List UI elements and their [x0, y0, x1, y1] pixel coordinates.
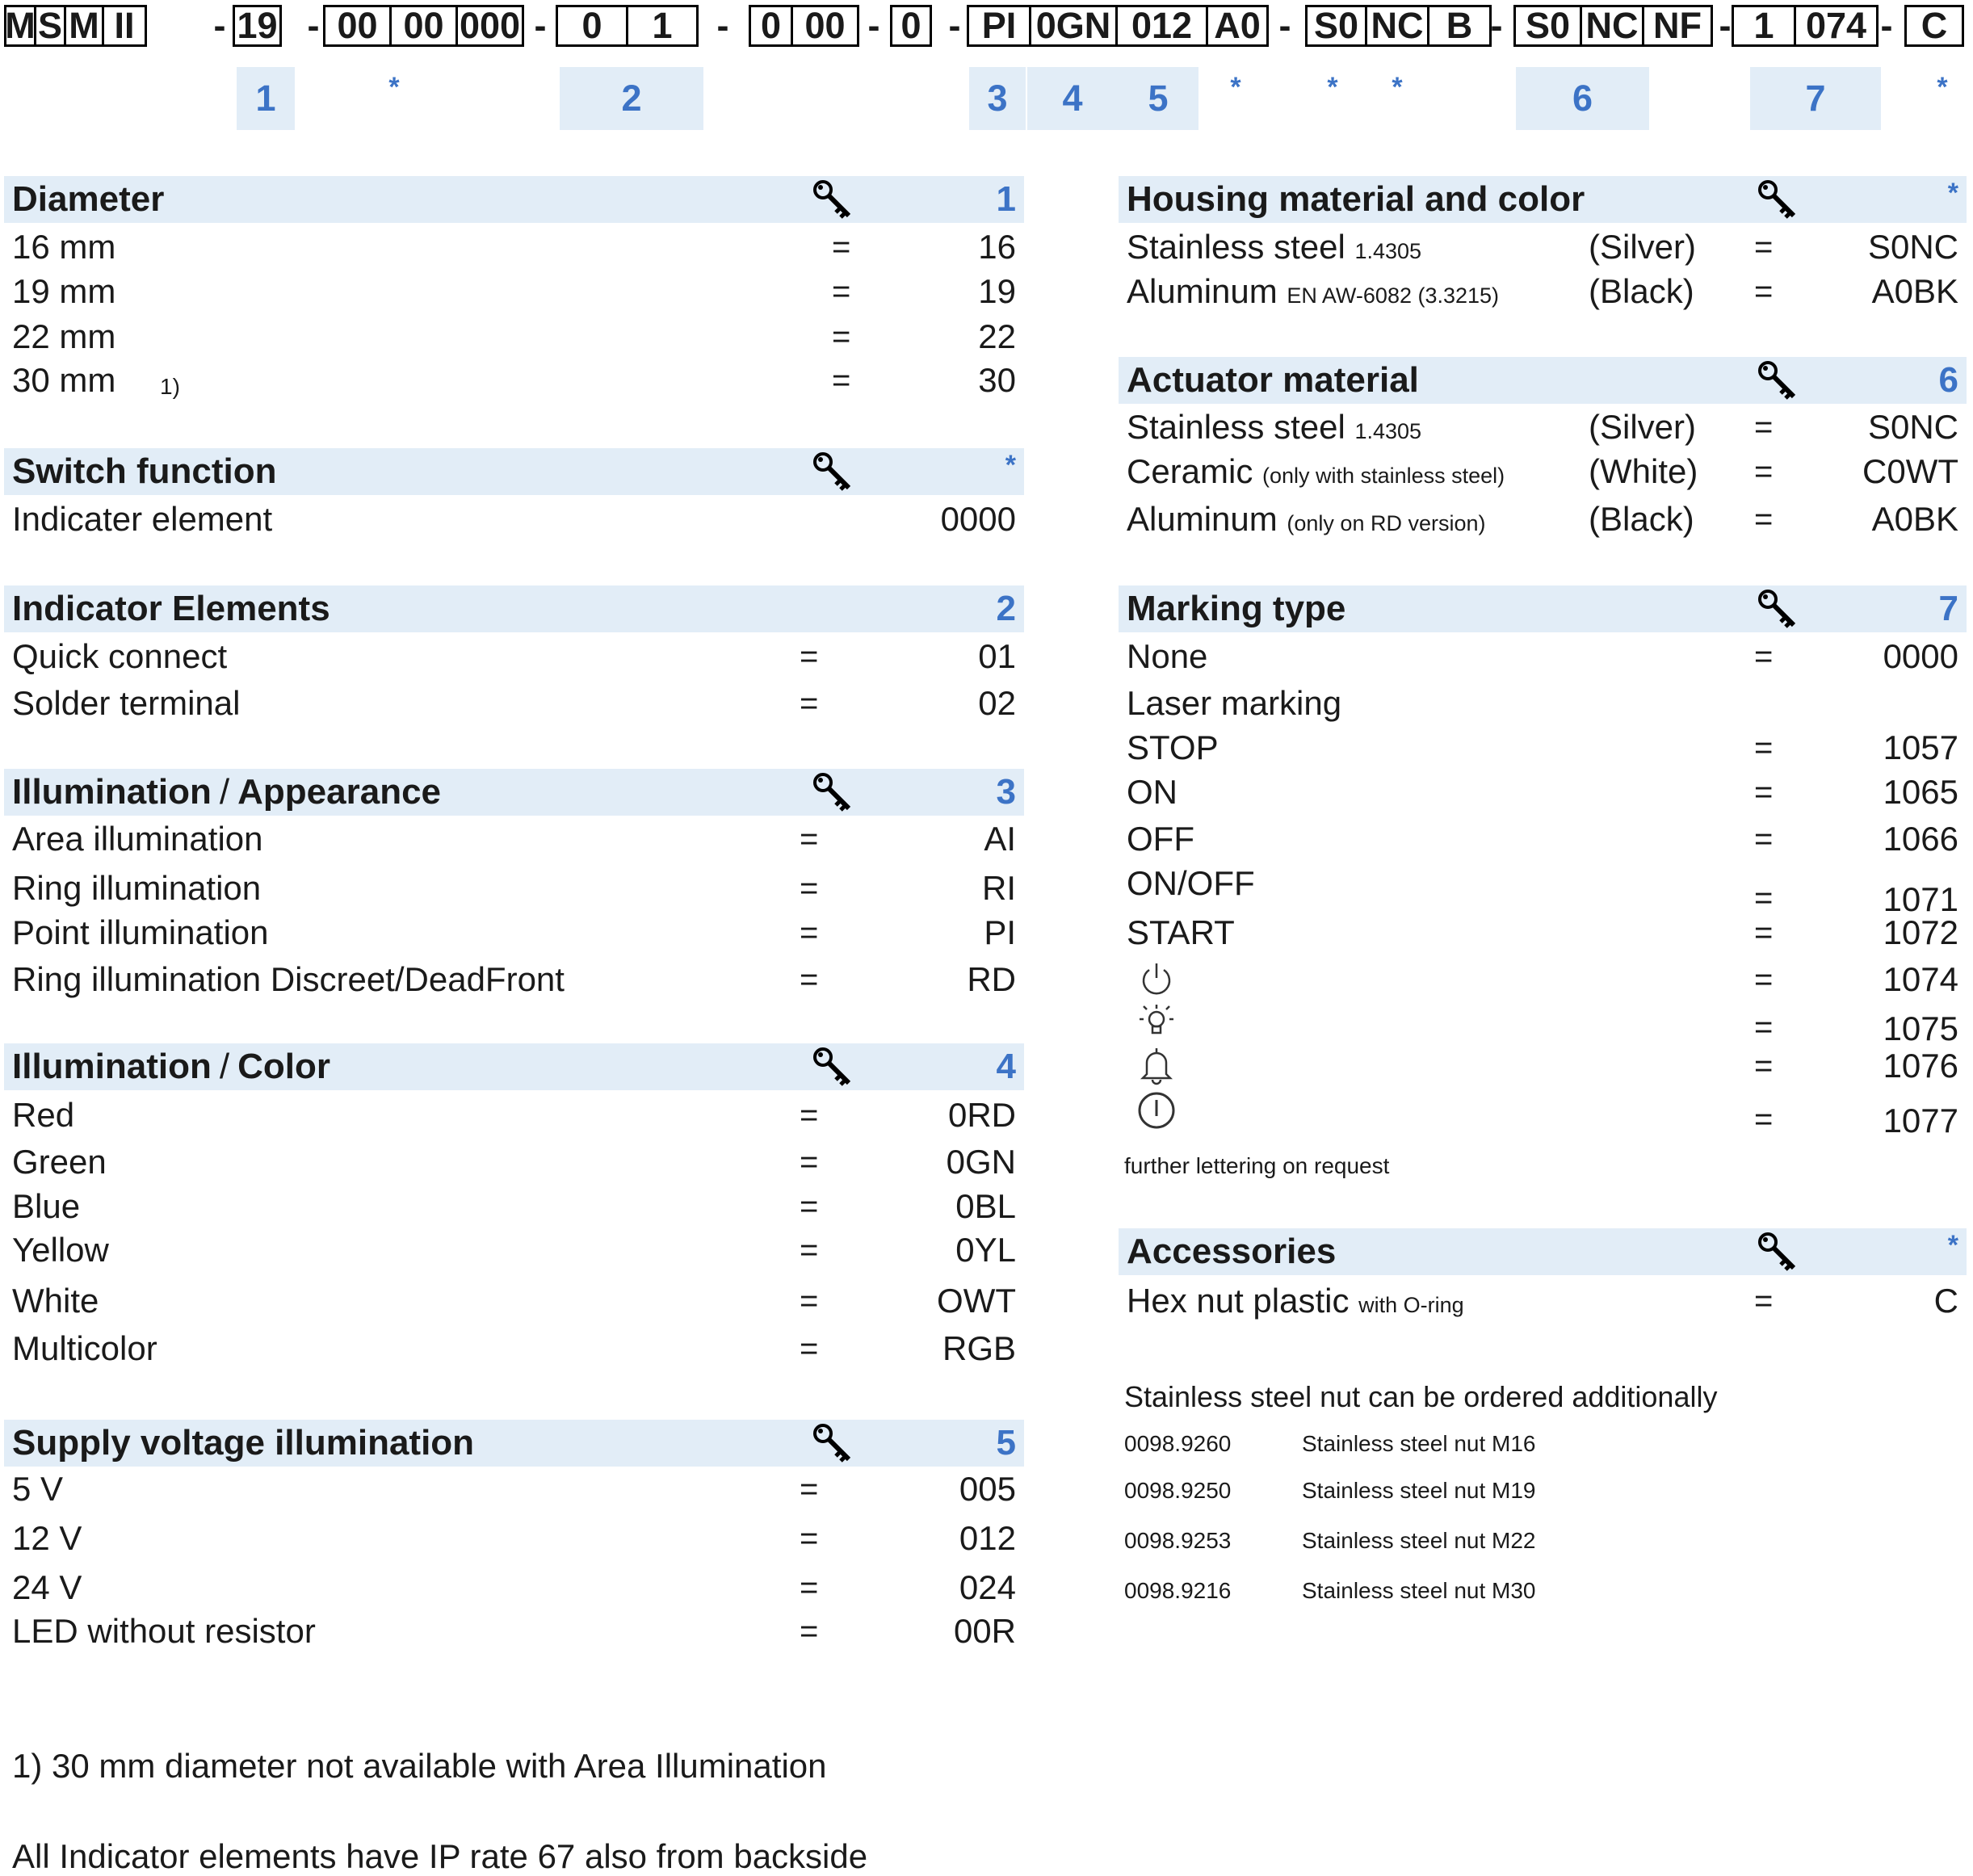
- option-code: S0NC: [1867, 228, 1958, 266]
- option-code: RD: [967, 960, 1016, 998]
- code-segment: 074: [1794, 5, 1879, 47]
- option-label: STOP: [1127, 728, 1219, 766]
- list-item: [1119, 771, 1967, 813]
- position-marker: *: [1392, 71, 1403, 103]
- option-label: Hex nut plastic with O-ring: [1127, 1282, 1464, 1320]
- option-code: 22: [978, 317, 1016, 355]
- equals-sign: =: [832, 362, 851, 398]
- code-separator: -: [534, 5, 547, 46]
- option-code: 16: [978, 228, 1016, 266]
- switch-function-title: Switch function: [12, 451, 277, 491]
- code-separator: -: [213, 5, 226, 46]
- list-item: [4, 1468, 1024, 1510]
- section-number: 3: [996, 772, 1016, 812]
- option-code: 1072: [1883, 913, 1958, 951]
- equals-sign: =: [800, 1613, 819, 1649]
- equals-sign: =: [1754, 1047, 1774, 1084]
- appearance-header: [4, 769, 1024, 816]
- code-segment: NF: [1642, 5, 1713, 47]
- list-item: [1119, 1280, 1967, 1322]
- option-code: 0BL: [955, 1187, 1016, 1225]
- code-separator: -: [1880, 5, 1893, 46]
- list-item: [1119, 406, 1967, 448]
- equals-sign: =: [1754, 914, 1774, 951]
- footnote: All Indicator elements have IP rate 67 also from backside: [12, 1837, 868, 1875]
- equals-sign: =: [800, 1097, 819, 1133]
- nut-description: Stainless steel nut M16: [1302, 1431, 1536, 1456]
- option-code: 1071: [1883, 880, 1958, 918]
- bell-icon: [1136, 1045, 1177, 1085]
- equals-sign: =: [800, 1330, 819, 1366]
- option-code: 005: [959, 1470, 1016, 1508]
- code-segment: NC: [1580, 5, 1644, 47]
- option-label: Ceramic (only with stainless steel): [1127, 452, 1505, 490]
- list-item: [1119, 1001, 1967, 1047]
- color-name: (Silver): [1589, 408, 1696, 446]
- list-item: [4, 682, 1024, 724]
- equals-sign: =: [832, 273, 851, 309]
- option-label: 16 mm: [12, 228, 116, 266]
- option-label: 5 V: [12, 1470, 64, 1508]
- key-icon: [812, 178, 854, 220]
- list-item: [4, 1610, 1024, 1652]
- indicator-elements-header: [4, 585, 1024, 632]
- option-label: White: [12, 1282, 99, 1320]
- color-name: (Black): [1589, 500, 1694, 538]
- list-item: [4, 867, 1024, 909]
- key-icon: [812, 1046, 854, 1088]
- option-code: 1066: [1883, 820, 1958, 858]
- accessories-header: [1119, 1228, 1967, 1275]
- supply-voltage-title: Supply voltage illumination: [12, 1423, 475, 1463]
- list-item: [4, 959, 1024, 1001]
- footnote-ref: 1): [160, 374, 180, 399]
- section-number: *: [1947, 178, 1958, 208]
- list-item: [4, 1567, 1024, 1609]
- option-label: START: [1127, 913, 1235, 951]
- key-icon: [1757, 359, 1799, 401]
- equals-sign: =: [800, 1520, 819, 1556]
- code-segment: S0: [1305, 5, 1367, 47]
- code-segment: 00: [389, 5, 458, 47]
- equals-sign: =: [800, 638, 819, 674]
- position-marker: 5: [1118, 67, 1198, 130]
- option-label: Green: [12, 1143, 107, 1181]
- option-label: None: [1127, 637, 1208, 675]
- code-segment: 00: [791, 5, 859, 47]
- option-label: LED without resistor: [12, 1612, 316, 1650]
- option-label: Laser marking: [1127, 684, 1342, 722]
- section-number: 6: [1938, 360, 1958, 400]
- option-code: C: [1933, 1282, 1958, 1320]
- section-number: 2: [996, 589, 1016, 628]
- list-item: [1119, 727, 1967, 769]
- accessories-title: Accessories: [1127, 1232, 1337, 1271]
- list-item: [1119, 636, 1967, 678]
- position-marker: 2: [560, 67, 703, 130]
- list-item: [4, 1094, 1024, 1136]
- header-title-part: Illumination: [12, 772, 212, 812]
- color-name: (White): [1589, 452, 1698, 490]
- option-label: ON: [1127, 773, 1178, 811]
- option-label: 22 mm: [12, 317, 116, 355]
- code-segment: M: [5, 5, 36, 46]
- option-code: 1076: [1883, 1047, 1958, 1085]
- key-icon: [1757, 588, 1799, 630]
- option-code: C0WT: [1862, 452, 1958, 490]
- option-code: 1074: [1883, 960, 1958, 998]
- option-label: Blue: [12, 1187, 81, 1225]
- equals-sign: =: [1754, 774, 1774, 810]
- actuator-header: [1119, 357, 1967, 404]
- diameter-header: [4, 176, 1024, 223]
- position-marker: *: [388, 71, 400, 103]
- equals-sign: =: [832, 318, 851, 355]
- header-separator: /: [219, 1047, 230, 1086]
- list-item: [1119, 818, 1967, 860]
- code-segment: 1: [626, 5, 699, 47]
- option-label: Aluminum EN AW-6082 (3.3215): [1127, 272, 1500, 310]
- option-code: 19: [978, 272, 1016, 310]
- list-item: [4, 498, 1024, 540]
- option-code: 1065: [1883, 773, 1958, 811]
- equals-sign: =: [1754, 820, 1774, 857]
- code-segment: M: [64, 5, 104, 47]
- option-code: A0BK: [1871, 500, 1958, 538]
- header-title-part: Appearance: [237, 772, 442, 812]
- code-segment: A0: [1206, 5, 1269, 47]
- option-label: Red: [12, 1096, 75, 1134]
- header-title-part: Color: [237, 1047, 331, 1086]
- option-label: 30 mm: [12, 361, 116, 399]
- key-icon: [1757, 1231, 1799, 1273]
- equals-sign: =: [800, 1144, 819, 1180]
- equals-sign: =: [1754, 229, 1774, 265]
- option-code: RI: [982, 869, 1016, 907]
- option-label: Stainless steel 1.4305: [1127, 408, 1422, 446]
- list-item: [4, 818, 1024, 860]
- list-item: [4, 1229, 1024, 1271]
- list-item: [4, 1328, 1024, 1370]
- list-item: [4, 226, 1024, 268]
- option-label: Multicolor: [12, 1329, 157, 1367]
- actuator-title: Actuator material: [1127, 360, 1419, 400]
- equals-sign: =: [832, 229, 851, 265]
- option-label: 24 V: [12, 1568, 82, 1606]
- option-code: 012: [959, 1519, 1016, 1557]
- marking-type-title: Marking type: [1127, 589, 1346, 628]
- code-separator: -: [948, 5, 961, 46]
- power-symbol-icon: [1136, 959, 1177, 999]
- option-code: 01: [978, 637, 1016, 675]
- color-name: (Silver): [1589, 228, 1696, 266]
- equals-sign: =: [1754, 638, 1774, 674]
- list-item: [1119, 682, 1967, 724]
- option-label: Area illumination: [12, 820, 263, 858]
- list-item: [4, 316, 1024, 358]
- light-bulb-icon: [1136, 1001, 1177, 1042]
- option-code: 30: [978, 361, 1016, 399]
- list-item: [1119, 271, 1967, 313]
- power-on-off-icon: [1136, 1090, 1177, 1131]
- code-segment: 0: [890, 5, 932, 47]
- key-icon: [812, 451, 854, 493]
- position-marker: *: [1230, 71, 1241, 103]
- nut-description: Stainless steel nut M22: [1302, 1528, 1536, 1553]
- code-segment: B: [1427, 5, 1492, 47]
- option-code: A0BK: [1871, 272, 1958, 310]
- code-segment: 1: [1732, 5, 1796, 47]
- equals-sign: =: [1754, 1102, 1774, 1137]
- nut-code: 0098.9260: [1124, 1431, 1232, 1456]
- equals-sign: =: [800, 1188, 819, 1224]
- equals-sign: =: [800, 820, 819, 857]
- section-number: *: [1947, 1230, 1958, 1261]
- option-code: AI: [984, 820, 1016, 858]
- option-code: 0YL: [955, 1231, 1016, 1269]
- code-segment: 0: [556, 5, 628, 47]
- list-item: [1119, 1090, 1967, 1139]
- option-code: 024: [959, 1568, 1016, 1606]
- diameter-title: Diameter: [12, 179, 165, 219]
- list-item: [1119, 451, 1967, 493]
- nut-description: Stainless steel nut M19: [1302, 1478, 1536, 1503]
- list-item: [4, 1186, 1024, 1228]
- position-marker: *: [1937, 71, 1948, 103]
- code-segment: 012: [1115, 5, 1208, 47]
- code-segment: 00: [323, 5, 392, 47]
- header-separator: /: [219, 772, 230, 812]
- code-segment: 0GN: [1029, 5, 1118, 47]
- position-marker: 4: [1027, 67, 1118, 130]
- list-item: [1119, 862, 1967, 918]
- marking-type-header: [1119, 585, 1967, 632]
- list-item: [1119, 226, 1967, 268]
- option-code: PI: [984, 913, 1016, 951]
- option-label: Quick connect: [12, 637, 228, 675]
- supply-voltage-header: [4, 1420, 1024, 1467]
- code-segment: PI: [967, 5, 1031, 47]
- list-item: [4, 1517, 1024, 1559]
- option-code: 02: [978, 684, 1016, 722]
- equals-sign: =: [800, 1471, 819, 1507]
- equals-sign: =: [800, 914, 819, 951]
- code-segment: 0: [749, 5, 793, 47]
- nut-code: 0098.9216: [1124, 1578, 1232, 1603]
- option-label: ON/OFF: [1127, 864, 1255, 902]
- option-code: 00R: [953, 1612, 1016, 1650]
- equals-sign: =: [800, 870, 819, 906]
- option-code: 1075: [1883, 1009, 1958, 1047]
- section-number: 1: [996, 179, 1016, 219]
- position-marker: *: [1327, 71, 1338, 103]
- option-label: Point illumination: [12, 913, 269, 951]
- option-code: 0RD: [947, 1096, 1016, 1134]
- code-separator: -: [1719, 5, 1732, 46]
- list-item: [1119, 1045, 1967, 1087]
- list-item: [4, 1280, 1024, 1322]
- option-label: Yellow: [12, 1231, 109, 1269]
- equals-sign: =: [800, 1569, 819, 1605]
- option-code: 1057: [1883, 728, 1958, 766]
- equals-sign: =: [800, 961, 819, 997]
- nut-code: 0098.9253: [1124, 1528, 1232, 1553]
- option-code: RGB: [942, 1329, 1016, 1367]
- option-label: Solder terminal: [12, 684, 241, 722]
- equals-sign: =: [1754, 501, 1774, 537]
- option-label: Ring illumination Discreet/DeadFront: [12, 960, 565, 998]
- option-label: Aluminum (only on RD version): [1127, 500, 1486, 538]
- code-segment: S: [34, 5, 66, 47]
- nut-description: Stainless steel nut M30: [1302, 1578, 1536, 1603]
- position-marker: 7: [1750, 67, 1881, 130]
- code-segment: S0: [1513, 5, 1582, 47]
- list-item: [4, 912, 1024, 954]
- equals-sign: =: [1754, 1009, 1774, 1045]
- equals-sign: =: [1754, 453, 1774, 489]
- list-item: [4, 636, 1024, 678]
- position-marker: 1: [237, 67, 295, 130]
- key-icon: [812, 771, 854, 813]
- option-label: Stainless steel 1.4305: [1127, 228, 1422, 266]
- equals-sign: =: [1754, 961, 1774, 997]
- code-separator: -: [716, 5, 729, 46]
- key-icon: [1757, 178, 1799, 220]
- header-title-part: Illumination: [12, 1047, 212, 1086]
- marking-note: further lettering on request: [1124, 1153, 1390, 1178]
- option-code: S0NC: [1867, 408, 1958, 446]
- option-label: Indicater element: [12, 500, 273, 538]
- footnote: 1) 30 mm diameter not available with Area Illumination: [12, 1747, 827, 1785]
- code-separator: -: [1278, 5, 1291, 46]
- section-number: 7: [1938, 589, 1958, 628]
- option-label: OFF: [1127, 820, 1194, 858]
- option-label: 19 mm: [12, 272, 116, 310]
- list-item: [1119, 498, 1967, 540]
- switch-function-header: [4, 448, 1024, 495]
- option-code: 1077: [1883, 1102, 1958, 1139]
- list-item: [4, 271, 1024, 313]
- equals-sign: =: [800, 685, 819, 721]
- section-number: 5: [996, 1423, 1016, 1463]
- equals-sign: =: [1754, 1282, 1774, 1319]
- option-code: 0GN: [946, 1143, 1016, 1181]
- section-number: 4: [996, 1047, 1016, 1086]
- position-marker: 3: [969, 67, 1026, 130]
- color-header: [4, 1043, 1024, 1090]
- option-code: 0000: [940, 500, 1016, 538]
- code-separator: -: [1490, 5, 1503, 46]
- equals-sign: =: [800, 1232, 819, 1268]
- code-segment: C: [1904, 5, 1964, 47]
- equals-sign: =: [1754, 409, 1774, 445]
- housing-title: Housing material and color: [1127, 179, 1585, 219]
- list-item: [4, 359, 1024, 401]
- list-item: [4, 1141, 1024, 1183]
- code-separator: -: [307, 5, 320, 46]
- equals-sign: =: [800, 1282, 819, 1319]
- position-marker: 6: [1516, 67, 1649, 130]
- nut-heading: Stainless steel nut can be ordered additionally: [1124, 1380, 1718, 1413]
- equals-sign: =: [1754, 729, 1774, 766]
- code-separator: -: [867, 5, 880, 46]
- equals-sign: =: [1754, 880, 1774, 916]
- list-item: [1119, 959, 1967, 1001]
- equals-sign: =: [1754, 273, 1774, 309]
- code-segment: II: [102, 5, 147, 47]
- option-code: OWT: [937, 1282, 1016, 1320]
- nut-code: 0098.9250: [1124, 1478, 1232, 1503]
- option-label: 12 V: [12, 1519, 82, 1557]
- color-name: (Black): [1589, 272, 1694, 310]
- indicator-elements-title: Indicator Elements: [12, 589, 330, 628]
- option-label: Ring illumination: [12, 869, 262, 907]
- key-icon: [812, 1422, 854, 1464]
- code-segment: 000: [455, 5, 524, 47]
- code-segment: NC: [1365, 5, 1429, 47]
- list-item: [1119, 912, 1967, 954]
- code-segment: 19: [233, 5, 282, 47]
- section-number: *: [1005, 450, 1016, 481]
- option-code: 0000: [1883, 637, 1958, 675]
- housing-header: [1119, 176, 1967, 223]
